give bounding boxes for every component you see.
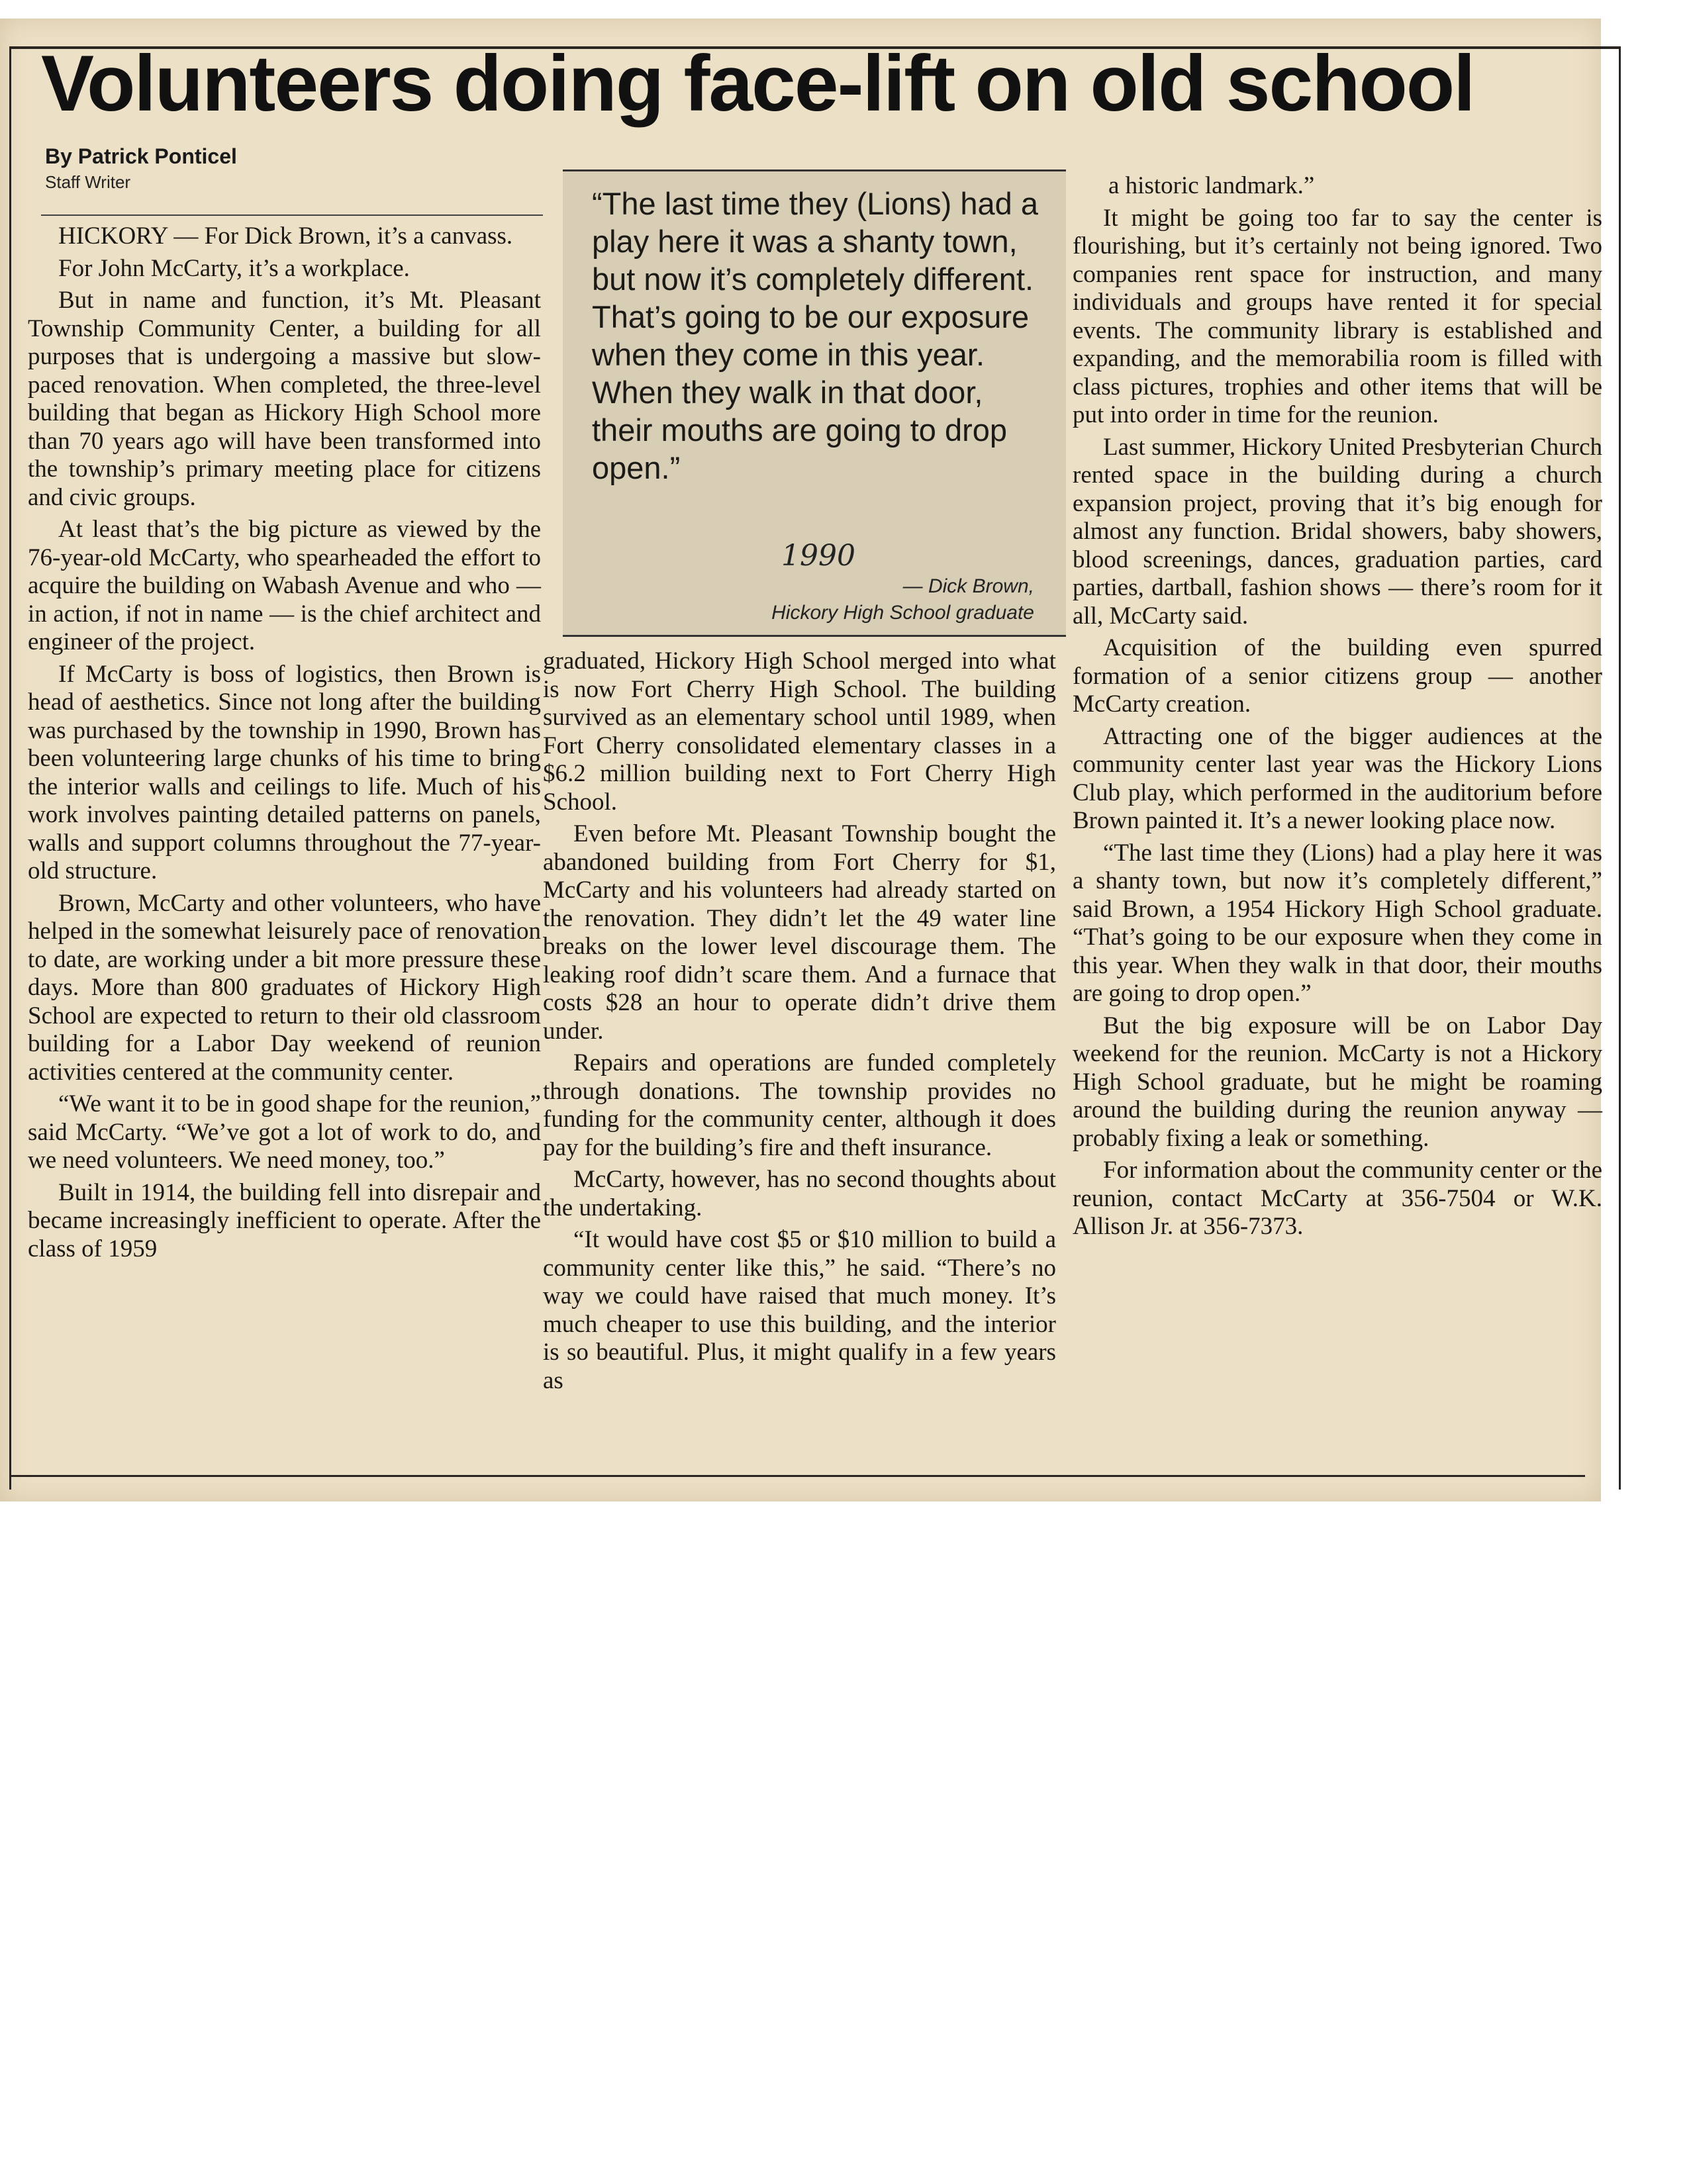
pull-quote-text: “The last time they (Lions) had a play here it was a shanty town, but now it’s completely different. That’s going to be our exposure when they come in this year. When they walk in that door, their mouths are going to drop open.” <box>592 186 1038 485</box>
paragraph: “It would have cost $5 or $10 million to build a community center like this,” he said. “There’s no way we could have raised that much money. It’s much cheaper to use this building, and the interior is so beautiful. Plus, it might qualify in a few years as <box>543 1226 1056 1394</box>
paragraph: Repairs and operations are funded completely through donations. The township provides no funding for the community center, although it does pay for the building’s fire and theft insurance. <box>543 1049 1056 1161</box>
paragraph: Last summer, Hickory United Presbyterian Church rented space in the building during a church expansion project, proving that it’s big enough for almost any function. Bridal showers, baby showers, blood screenings, dances, graduation parties, card parties, dartball, fashion shows — there’s room for it all, McCarty said. <box>1073 433 1602 630</box>
paragraph: If McCarty is boss of logistics, then Brown is head of aesthetics. Since not long after the building was purchased by the township in 1990, Brown has been volunteering large chunks of his time to bring the interior walls and ceilings to life. Much of his work involves painting detailed patterns on panels, walls and support columns throughout the 77-year-old structure. <box>28 660 541 884</box>
newspaper-clipping <box>0 19 1601 1501</box>
paragraph: Acquisition of the building even spurred formation of a senior citizens group — another McCarty creation. <box>1073 634 1602 718</box>
byline: By Patrick Ponticel <box>45 144 237 168</box>
paragraph: Attracting one of the bigger audiences at the community center last year was the Hickory Lions Club play, which performed in the auditorium before Brown painted it. It’s a newer looking place now. <box>1073 722 1602 834</box>
pull-quote-box <box>563 169 1066 637</box>
paragraph: “The last time they (Lions) had a play here it was a shanty town, but now it’s completely different,” said Brown, a 1954 Hickory High School graduate. “That’s going to be our exposure when they come in this year. When they walk in that door, their mouths are going to drop open.” <box>1073 839 1602 1007</box>
paragraph: For John McCarty, it’s a workplace. <box>58 254 410 282</box>
paragraph: For information about the community center or the reunion, contact McCarty at 356-7504 or W.K. Allison Jr. at 356-7373. <box>1073 1157 1602 1240</box>
byline-divider <box>41 214 543 216</box>
paragraph: graduated, Hickory High School merged into what is now Fort Cherry High School. The building survived as an elementary school until 1989, when Fort Cherry consolidated elementary classes in a $6.2 million building next to Fort Cherry High School. <box>543 647 1056 816</box>
article-column-3 <box>1073 172 1602 1245</box>
paragraph: Brown, McCarty and other volunteers, who have helped in the somewhat leisurely pace of renovation to date, are working under a bit more pressure these days. More than 800 graduates of Hickory High School are expected to return to their old classroom building for a Labor Day weekend of reunion activities centered at the community center. <box>28 889 541 1086</box>
pull-quote-attribution-title: Hickory High School graduate <box>771 602 1034 624</box>
article-column-1 <box>28 222 541 1267</box>
paragraph: HICKORY — For Dick Brown, it’s a canvass. <box>58 222 513 250</box>
paragraph: But the big exposure will be on Labor Day weekend for the reunion. McCarty is not a Hickory High School graduate, but he might be roaming around the building during the reunion anyway — probably fixing a leak or something. <box>1073 1012 1602 1152</box>
paragraph: McCarty, however, has no second thoughts about the undertaking. <box>543 1166 1056 1221</box>
paragraph: Built in 1914, the building fell into disrepair and became increasingly inefficient to operate. After the class of 1959 <box>28 1178 541 1262</box>
paragraph: Even before Mt. Pleasant Township bought the abandoned building from Fort Cherry for $1, McCarty and his volunteers had already started on the renovation. They didn’t let the 49 water line breaks on the lower level discourage them. The leaking roof didn’t scare them. And a furnace that costs $28 an hour to operate didn’t drive them under. <box>543 820 1056 1045</box>
paragraph: At least that’s the big picture as viewed by the 76-year-old McCarty, who spearheaded the effort to acquire the building on Wabash Avenue and who — in action, if not in name — is the chief architect and engineer of the project. <box>28 516 541 655</box>
handwritten-year: 1990 <box>781 539 855 573</box>
paragraph: “We want it to be in good shape for the reunion,” said McCarty. “We’ve got a lot of work to do, and we need volunteers. We need money, too.” <box>28 1090 541 1174</box>
byline-role: Staff Writer <box>45 172 131 192</box>
bottom-rule <box>9 1475 1585 1477</box>
pull-quote-attribution-name: — Dick Brown, <box>902 575 1034 597</box>
paragraph: a historic landmark.” <box>1108 172 1315 199</box>
paragraph: It might be going too far to say the center is flourishing, but it’s certainly not being ignored. Two companies rent space for instruction, and many individuals and groups have rented it for special events. The community library is established and expanding, and the memorabilia room is filled with class pictures, trophies and other items that will be put into order in time for the reunion. <box>1073 204 1602 428</box>
article-column-2 <box>543 647 1056 1399</box>
headline: Volunteers doing face-lift on old school <box>41 39 1474 128</box>
paragraph: But in name and function, it’s Mt. Pleasant Township Community Center, a building for all purposes that is undergoing a massive but slow-paced renovation. When completed, the three-level building that began as Hickory High School more than 70 years ago will have been transformed into the township’s primary meeting place for citizens and civic groups. <box>28 287 541 511</box>
